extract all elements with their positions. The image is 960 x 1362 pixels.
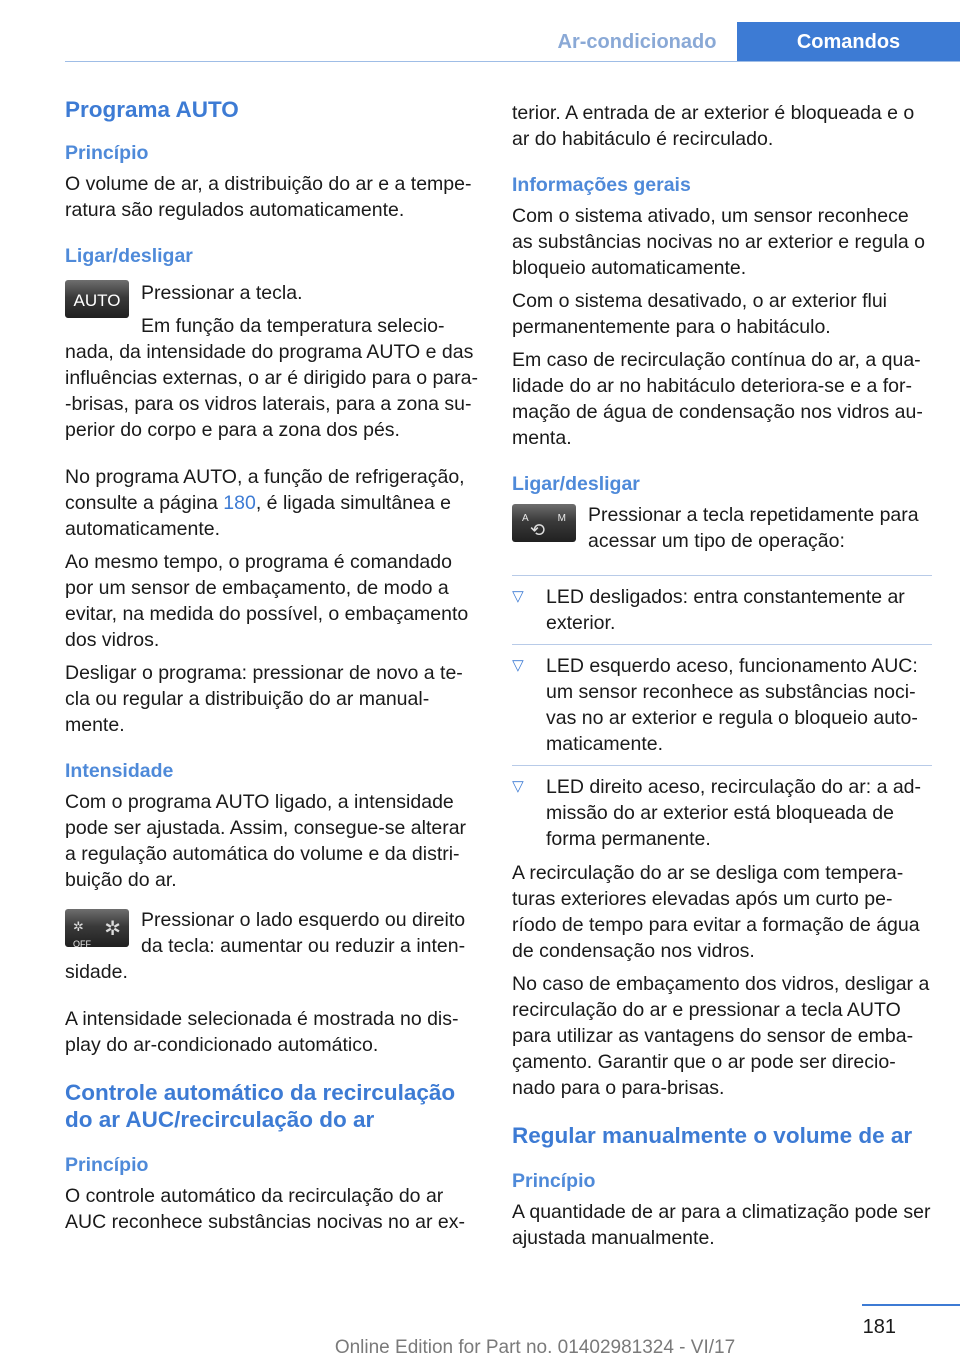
text-quantidade: A quantidade de ar para a climatização pode ser ajustada manualmente. bbox=[512, 1201, 931, 1249]
fan-large-icon: ✲ bbox=[104, 918, 121, 940]
list-top-divider bbox=[512, 575, 932, 576]
text-refrig-a: No programa AUTO, a função de refrigeração, consulte a página bbox=[65, 466, 465, 514]
text-desligar: Desligar o programa: pressionar de novo a te-cla ou regular a distribuição do ar manual-mente. bbox=[65, 662, 463, 736]
car-recirc-icon: ⟲ bbox=[530, 520, 546, 540]
text-sistema-ativado: Com o sistema ativado, um sensor reconhece as substâncias nocivas no ar exterior e regula o bloqueio automaticamente. bbox=[512, 205, 925, 279]
text-press-key: Pressionar a tecla. bbox=[141, 282, 303, 304]
text-press-repetidamente: Pressionar a tecla repetidamente para acessar um tipo de operação: bbox=[588, 504, 919, 552]
text-sistema-desativado: Com o sistema desativado, o ar exterior flui permanentemente para o habitáculo. bbox=[512, 290, 887, 338]
key-a-label: A bbox=[522, 513, 529, 524]
text-refrig-b: , é ligada simultânea e automaticamente. bbox=[65, 492, 451, 540]
text-display: A intensidade selecionada é mostrada no dis-play do ar-condicionado automático. bbox=[65, 1008, 459, 1056]
heading-ligar-desligar: Ligar/desligar bbox=[65, 245, 193, 267]
text-auc: O controle automático da recirculação do ar AUC reconhece substâncias nocivas no ar ex- bbox=[65, 1185, 465, 1233]
header-chapter-tab[interactable]: Comandos bbox=[737, 22, 960, 62]
text-continuation: terior. A entrada de ar exterior é bloqueada e o ar do habitáculo é recirculado. bbox=[512, 102, 915, 150]
list-item: ▷ LED direito aceso, recirculação do ar: a ad-missão do ar exterior está bloqueada de forma permanente. bbox=[512, 774, 932, 852]
off-key-label: OFF bbox=[73, 939, 91, 949]
fan-key-row bbox=[65, 907, 481, 985]
left-column bbox=[65, 96, 481, 1242]
list-divider bbox=[512, 644, 932, 645]
right-column bbox=[512, 100, 932, 1258]
fan-icon: ✲ bbox=[73, 919, 84, 934]
heading-programa-auto: Programa AUTO bbox=[65, 97, 239, 122]
footer-edition: Online Edition for Part no. 01402981324 - VI/17 bbox=[334, 1337, 736, 1358]
text-intensidade: Com o programa AUTO ligado, a intensidade pode ser ajustada. Assim, consegue-se alterar a regulação automática do volume e da distri-buição do ar. bbox=[65, 791, 467, 891]
list-item: ▷ LED esquerdo aceso, funcionamento AUC: um sensor reconhece as substâncias noci-vas no ar exterior e regula o bloqueio auto-maticamente. bbox=[512, 653, 932, 757]
text-sensor: Ao mesmo tempo, o programa é comandado por um sensor de embaçamento, de modo a evitar, na medida do possível, o embaçamento dos vidros. bbox=[65, 551, 469, 651]
recirculation-button-icon bbox=[512, 504, 576, 542]
heading-intensidade: Intensidade bbox=[65, 760, 174, 782]
recirc-key-row bbox=[512, 502, 932, 561]
text-em-funcao: Em função da temperatura selecio-nada, da intensidade do programa AUTO e das influências externas, o ar é dirigido para o para--brisas, para os vidros laterais, para a zona su-perior do corpo e para a zona dos pés. bbox=[65, 315, 478, 441]
page-number: 181 bbox=[862, 1316, 896, 1338]
heading-regular-manualmente: Regular manualmente o volume de ar bbox=[512, 1123, 913, 1148]
heading-principio: Princípio bbox=[65, 142, 149, 164]
list-divider bbox=[512, 765, 932, 766]
text-lado-tecla: Pressionar o lado esquerdo ou direito da tecla: aumentar ou reduzir a inten-sidade. bbox=[65, 909, 466, 983]
fan-intensity-button-icon bbox=[65, 909, 129, 947]
list-item: ▷ LED desligados: entra constantemente ar exterior. bbox=[512, 584, 932, 636]
heading-ligar-desligar-auc: Ligar/desligar bbox=[512, 473, 640, 495]
text-principio: O volume de ar, a distribuição do ar e a tempe-ratura são regulados automaticamente. bbox=[65, 173, 472, 221]
page-link-180[interactable]: 180 bbox=[223, 492, 256, 514]
text-refrigeracao bbox=[65, 464, 481, 542]
auto-button-icon bbox=[65, 280, 129, 318]
heading-auc: Controle automático da recirculação do ar AUC/recirculação do ar bbox=[65, 1080, 456, 1132]
footer-accent-line bbox=[862, 1304, 960, 1306]
auto-key-row bbox=[65, 274, 481, 443]
heading-informacoes-gerais: Informações gerais bbox=[512, 174, 691, 196]
operation-mode-list bbox=[512, 584, 932, 852]
heading-principio-manual: Princípio bbox=[512, 1170, 596, 1192]
text-recirc-desliga: A recirculação do ar se desliga com tempera-turas exteriores elevadas após um curto pe-ríodo de tempo para evitar a formação de água de condensação nos vidros. bbox=[512, 862, 920, 962]
text-embacamento: No caso de embaçamento dos vidros, desligar a recirculação do ar e pressionar a tecla AUTO para utilizar as vantagens do sensor de emba-çamento. Garantir que o ar pode ser direcio-nado para o para-brisas. bbox=[512, 973, 930, 1099]
text-recirculacao-continua: Em caso de recirculação contínua do ar, a qua-lidade do ar no habitáculo deteriora-se e a for-mação de água de condensação nos vidros au-menta. bbox=[512, 349, 923, 449]
header-section-tab[interactable]: Ar-condicionado bbox=[537, 22, 737, 62]
auto-key-label: AUTO bbox=[73, 291, 121, 310]
heading-principio-auc: Princípio bbox=[65, 1154, 149, 1176]
key-m-label: M bbox=[557, 513, 566, 524]
header-divider bbox=[65, 61, 960, 62]
